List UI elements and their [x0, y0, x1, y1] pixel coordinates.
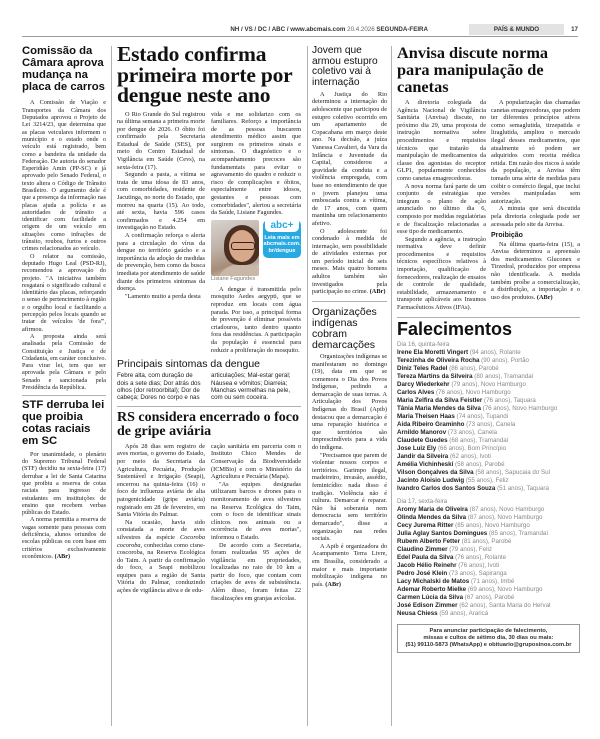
headline-anvisa: Anvisa discute norma para manipulação de canetas: [397, 43, 549, 96]
promo-link-text[interactable]: Leia mais em abcmais.com. br/dengue: [263, 234, 301, 254]
article-jovem: [312, 46, 387, 296]
obituary-entry: [397, 421, 580, 429]
obituary-entry: [397, 578, 580, 586]
obituary-name: Cecy Jurema Ritter: [397, 521, 454, 529]
column-1: [22, 46, 106, 560]
obituary-info: (62 anos), Ivoti: [449, 452, 491, 460]
obituary-name: Irene Ela Moretti Vingert: [397, 348, 469, 356]
obituary-entry: [397, 349, 580, 357]
column-divider: [391, 46, 392, 726]
credit: (ABr): [325, 580, 342, 588]
obituary-name: Jose Luiz Ely: [397, 444, 437, 452]
obituary-info: (76 anos), Ivoti: [458, 561, 500, 569]
obituary-info: (73 anos), Sapiranga: [448, 569, 507, 577]
article-comissao: [22, 46, 106, 391]
paragraph: A proposta ainda será analisada pela Comissão de Constituição e Justiça e de Cidadania, em caráter conclusivo. Para virar lei, tem que ser aprovada pela Câmara e pelo Senado e sancionada pela Presidência da República.: [22, 332, 107, 392]
obituary-name: Darcy Wiederkehr: [397, 380, 450, 388]
obituary-name: José Edison Zimmer: [397, 601, 458, 609]
obituary-name: Vilson Gonçalves da Silva: [397, 468, 474, 476]
headline-dengue: Estado confirma primeira morte por dengue neste ano: [117, 42, 293, 107]
obituary-info: (68 anos), Tramandaí: [449, 436, 509, 444]
symptoms-col2: articulações; Mal-estar geral; Náusea e vômitos; Diarreia; Manchas vermelhas na pele, com ou sem coceira.: [211, 372, 291, 402]
obituary-info: (86 anos), Parobé: [449, 364, 499, 372]
obituary-name: Lacy Michalski de Matos: [397, 577, 470, 585]
obituary-entry: [397, 373, 580, 381]
anvisa-col1: [397, 99, 486, 312]
obituary-name: Ivandro Carlos dos Santos Souza: [397, 484, 496, 492]
obituary-entry: [397, 405, 580, 413]
anvisa-body: [397, 99, 580, 312]
obituary-info: (85 anos), Tramandaí: [488, 529, 549, 537]
species-name: Cocoroba cocoroba: [117, 533, 205, 549]
article-divider: [397, 317, 580, 318]
obituary-entry: [397, 602, 580, 610]
obituary-info: (59 anos), Araricá: [439, 609, 489, 617]
obituary-info: (87 anos), Novo Hamburgo: [467, 513, 543, 521]
obituary-entry: [397, 570, 580, 578]
obituary-entry: [397, 522, 580, 530]
obituary-entry: [397, 365, 580, 373]
obituary-name: Neusa Chiess: [397, 609, 438, 617]
paragraph: A Comissão de Viação e Transportes da Câmara dos Deputados aprovou o Projeto de Lei 3214/23, que determina que as placas veiculares informem o município e o estado onde o veículo está registrado, bem como a bandeira da unidade da Federação. De autoria do senador Esperidião Amin (PP-SC) e já aprovado pelo Senado Federal, o texto altera o Código de Trânsito Brasileiro. O argumento dele é que a presença da informação nas placas ajuda a polícia e as autoridades de trânsito a identificar com facilidade a origem de um veículo em situações como infrações de trânsito, roubos, furtos e outros crimes relacionados ao veículo.: [22, 99, 106, 253]
article-divider: [312, 301, 387, 302]
paragraph: vida e me solidarizo com os familiares. Reforço a importância de as pessoas buscarem atendimento médico assim que surgirem os primeiros sinais e sintomas. O diagnóstico e o acompanhamento precoces são fundamentais para evitar o agravamento do quadro e reduzir o risco de complicações e óbitos, especialmente entre idosos, gestantes e pessoas com comorbidades", alertou a secretária da Saúde, Lisiane Fagundes.: [211, 110, 301, 217]
column-3: [312, 46, 387, 588]
subhead-proibicao: Proibição: [491, 232, 523, 240]
paragraph: A dengue é transmitida pelo mosquito Aedes aegypti, que se reproduz em locais com água parada. Por isso, a principal forma de prevenção é eliminar possíveis criadouros, tanto dentro quanto fora das residências. A participação da população é essencial para reduzir a proliferação do mosquito.: [211, 285, 301, 354]
obituary-info: (71 anos), Imbé: [470, 577, 515, 585]
column-divider: [111, 46, 112, 726]
column-2: [117, 44, 301, 602]
obituary-notice: [397, 624, 580, 653]
obituary-entry: [397, 546, 580, 554]
photo-glasses: [231, 242, 255, 250]
obituary-entry: [397, 413, 580, 421]
obituary-info: (76 anos), Rolante: [455, 553, 507, 561]
obituary-name: Claudete Guedes: [397, 436, 448, 444]
obituary-name: Ademar Roberto Mielke: [397, 585, 467, 593]
obituary-day-label: Dia 16, quinta-feira: [397, 340, 450, 348]
symptoms-box: [117, 359, 301, 402]
obituary-name: Jandir da Silveira: [397, 452, 449, 460]
obituary-info: (58 anos), Parobé: [455, 460, 505, 468]
paragraph-part: Na ocasião, havia sido constatada a morte de aves silvestres da espécie: [117, 518, 205, 541]
credit: (ABr): [369, 288, 386, 296]
obituary-entry: [397, 530, 580, 538]
obituary-info: (76 anos), Taquara: [484, 396, 536, 404]
paragraph: O Rio Grande do Sul registrou na última semana a primeira morte por dengue de 2026. O óbito foi confirmado pela Secretaria Estadual de Saúde (SES), por meio do Centro Estadual de Vigilância em Saúde (Cevs), na sexta-feira (17).: [117, 110, 205, 171]
obituaries-section: [397, 320, 580, 653]
obituary-entry: [397, 357, 580, 365]
issue-date: 20.4.2026: [347, 26, 375, 33]
obituary-info: (73 anos), Canela: [466, 420, 516, 428]
obituary-entry: [397, 469, 580, 477]
obituary-info: (79 anos), Feliz: [449, 545, 492, 553]
obituary-info: (67 anos), Parobé: [464, 593, 515, 601]
article-divider: [22, 395, 106, 396]
paragraph: Organizações indígenas se manifestaram no domingo (19), data em que se comemora o Dia dos Povos Indígenas, pedindo a demarcação de suas terras. A Articulação dos Povos Indígenas do Brasil (Apib) destacou que a demarcação é uma reparação histórica e que territórios são imprescindíveis para a vida do indígena.: [312, 352, 387, 452]
paragraph: De acordo com a Secretaria, foram realizadas 95 ações de vigilância em propriedades, localizadas no raio de 10 km a partir do foco, que contam com criações de aves de subsistência. Além disso, foram feitas 22 fiscalizações em granjas avícolas.: [211, 541, 301, 602]
credit: (ABr): [536, 293, 553, 301]
gripe-col1: [117, 443, 205, 595]
obituary-name: Maria Zelfira da Silva Feistler: [397, 396, 483, 404]
notice-line: Para anunciar participação de falecimento,: [429, 627, 548, 634]
credit: (ABr): [54, 552, 71, 560]
paragraph: O adolescente foi condenado à medida de internação, sem possibilidade de atividades externas por um período inicial de seis meses. Mais quatro homens adultos também são investigados pela participação no crime.: [312, 227, 387, 296]
article-stf: [22, 400, 106, 560]
paragraph: Por unanimidade, o plenário do Supremo Tribunal Federal (STF) decidiu na sexta-feira (17) derrubar a lei de Santa Catarina que proibiu a reserva de cotas raciais para ingresso de estudantes em instituições de ensino que recebem verbas públicas do Estado.: [22, 450, 106, 517]
obituary-info: (58 anos), Sapucaia do Sul: [475, 468, 550, 476]
gripe-body: [117, 443, 301, 602]
paragraph: A Apib é organizadora do Acampamento Terra Livre, em Brasília, considerado a maior e mais importante mobilização indígena no país.: [312, 542, 387, 588]
obituary-name: Jacinto Aloisio Ludwig: [397, 476, 465, 484]
dengue-body: [117, 111, 301, 355]
obituary-name: Maria Theisen Haas: [397, 412, 455, 420]
paragraph: "As equipes designadas utilizaram barcos e drones para o monitoramento de aves silvestres na Reserva Ecológica do Taim, com o foco de identificar sinais clínicos nos animais ou a ocorrência de aves mortas", informou o Estado.: [211, 480, 301, 541]
obituary-entry: [397, 506, 580, 514]
obituary-info: (94 anos), Rolante: [469, 348, 521, 356]
obituary-name: Terezinha de Oliveira Rocha: [397, 356, 480, 364]
obituary-entry: [397, 554, 580, 562]
abc-plus-logo: abc+: [265, 220, 298, 232]
symptoms-col1: Febre alta, com duração de dois a sete dias; Dor atrás dos olhos (dor retroorbital); Dor de cabeça; Dores no corpo e nas: [117, 372, 201, 402]
paragraph: A Justiça do Rio determinou a internação do adolescente que participou de estupro coletivo ocorrido em um apartamento de Copacabana em março deste ano. Na decisão, a juíza Vanessa Cavalieri, da Vara da Infância e Juventude da Capital, considerou a gravidade da conduta e a violência empregada, com base no entendimento de que o jovem planejou uma emboscada contra a vítima, de 17 anos, com quem mantinha um relacionamento afetivo.: [312, 90, 387, 227]
obituary-info: (74 anos), Tupandi: [456, 412, 509, 420]
obituary-info: (76 anos), Novo Hamburgo: [436, 388, 511, 396]
paragraph: A nova norma fará parte de um conjunto de estratégias que integram o plano de ação anunciado no último dia 6, composto por medidas regulatórias e de fiscalização relacionadas a esse tipo de medicamento.: [397, 182, 486, 236]
headline-comissao: Comissão da Câmara aprova mudança na placa de carros: [22, 45, 105, 93]
publication-name: NH / VS / DC / ABC / www.abcmais.com: [230, 26, 346, 33]
obituary-name: Tereza Martins da Silveira: [397, 372, 473, 380]
anvisa-col2: [491, 99, 580, 301]
obituary-entry: [397, 485, 580, 493]
paragraph: "Precisamos que parem de violentar nossos corpos e territórios. Garimpo ilegal, madeireiro, invasão, assédio, feminicídio: nada disso é tradição. Violência não é cultura. Demarcar é reparar. Não há soberania nem democracia sem território demarcado", disse a organização nas redes sociais.: [312, 451, 387, 543]
photo-lisiane-fagundes: [211, 220, 259, 276]
obituary-info: (80 anos), Tramandaí: [474, 372, 534, 380]
obituary-info: (85 anos), Novo Hamburgo: [455, 521, 530, 529]
obituary-info: (62 anos), Santa Maria do Herval: [459, 601, 551, 609]
notice-line: missas e cultos de sétimo dia, 30 dias ou mais:: [423, 634, 554, 641]
obituary-entry: [397, 453, 580, 461]
paragraph: A diretoria colegiada da Agência Nacional de Vigilância Sanitária (Anvisa) discute, no próximo dia 29, uma proposta de instrução normativa sobre procedimentos e requisitos técnicos que tratarão da manipulação de medicamentos da classe dos agonistas do receptor GLP1, popularmente conhecidos como canetas emagrecedoras.: [397, 99, 486, 182]
photo-figure: [219, 264, 259, 276]
obituary-info: (55 anos), Feliz: [465, 476, 509, 484]
page-number: 17: [571, 26, 578, 33]
article-body: [22, 451, 106, 560]
obituary-entry: [397, 514, 580, 522]
obituary-entry: [397, 594, 580, 602]
obituary-name: Jacob Hélio Reinehr: [397, 561, 457, 569]
abc-promo-box[interactable]: [263, 220, 301, 258]
symptoms-title: Principais sintomas da dengue: [117, 358, 261, 371]
paragraph: O relator na comissão, deputado Hugo Leal (PSD-RJ), recomendou a aprovação do projeto. "A iniciativa também resgatará o significado cultural e identitário das placas, reforçando o senso de pertencimento à região e o orgulho local e facilitando a percepção pelos locais quando se tratar de veículos 'de fora'", afirmou.: [22, 252, 107, 333]
obituary-name: Amélia Vichinheski: [397, 460, 454, 468]
obituary-info: (69 anos), Novo Hamburgo: [467, 585, 543, 593]
column-divider: [307, 46, 308, 726]
article-divider: [117, 406, 301, 407]
obituary-name: Diniz Teles Radel: [397, 364, 448, 372]
section-label: PAÍS & MUNDO: [469, 24, 564, 35]
photo-block: [211, 220, 259, 283]
obituary-info: (66 anos), Bom Princípio: [437, 444, 507, 452]
publication-line: [230, 26, 428, 33]
obituary-name: Edel Paula da Silva: [397, 553, 454, 561]
obituary-info: (81 anos), Parobé: [461, 537, 512, 545]
paragraph: A popularização das chamadas canetas emagrecedoras, que podem ter diferentes princípios ativos como semaglutida, tirzepatida e liraglutida, ampliou o mercado ilegal desses medicamentos, que atualmente só podem ser adquiridos com receita médica retida. Em razão dos riscos à saúde da população, a Anvisa têm tomado uma série de medidas para coibir o comércio ilegal, que inclui versões manipuladas sem autorização.: [491, 99, 580, 205]
obituary-info: (76 anos), Novo Hamburgo: [482, 404, 558, 412]
article-body: [22, 99, 106, 391]
paragraph: Segundo a pasta, a vítima se trata de uma idosa de 83 anos, com comorbidades, residente de Jacutinga, no norte do Estado, que morreu na quarta (15). Ao todo, até sexta, havia 596 casos confirmados e 4.254 em investigação no Estado.: [117, 171, 205, 232]
obituary-name: Carmen Lúcia da Silva: [397, 593, 464, 601]
obituary-entry: [397, 437, 580, 445]
obituary-entry: [397, 477, 580, 485]
article-body: [312, 353, 387, 588]
obituaries-list: [397, 341, 580, 618]
obituary-info: (51 anos), Taquara: [497, 484, 549, 492]
obituary-entry: [397, 389, 580, 397]
obituary-name: Aromy Maria de Oliveira: [397, 505, 468, 513]
dengue-media: [211, 220, 301, 283]
obituary-info: (73 anos), Canela: [447, 428, 498, 436]
obituary-info: (90 anos), Portão: [481, 356, 529, 364]
headline-gripe: RS considera encerrado o foco de gripe aviária: [117, 409, 299, 440]
obituary-entry: [397, 381, 580, 389]
notice-contact[interactable]: (51) 99110-5873 (WhatsApp) e obituario@gruposinos.com.br: [405, 641, 572, 648]
obituary-entry: [397, 562, 580, 570]
photo-caption: Lisiane Fagundes: [211, 275, 256, 282]
paragraph: Segundo a agência, a instrução normativa deve definir procedimentos e requisitos técnicos específicos relativos à importação, qualificação de fornecedores, realização de ensaios de controle de qualidade, estabilidade, armazenamento e transporte aplicáveis aos Insumos Farmacêuticos Ativos (IFAs).: [397, 235, 486, 312]
obituary-entry: [397, 429, 580, 437]
column-4: [397, 44, 580, 653]
obituary-day-label: Dia 17, sexta-feira: [397, 497, 448, 505]
obituary-entry: [397, 445, 580, 453]
obituaries-title: Falecimentos: [397, 318, 513, 339]
paragraph: cação sanitária em parceria com o Instituto Chico Mendes de Conservação da Biodiversidade (ICMBio) e com o Ministério da Agricultura e Pecuária (Mapa).: [211, 442, 301, 481]
obituary-name: Rubem Alberto Fetter: [397, 537, 461, 545]
paragraph: Na última quarta-feira (15), a Anvisa determinou a apreensão dos medicamentos Gluconex e Tirzedral, produzidos por empresa não identificada. A medida também proíbe a comercialização, a distribuição, a importação e o uso dos produtos.: [491, 240, 580, 301]
obituary-name: Claudino Zimmer: [397, 545, 448, 553]
symptoms-grid: [117, 372, 301, 402]
article-body: [312, 91, 387, 296]
headline-jovem: Jovem que armou estupro coletivo vai à internação: [312, 45, 378, 89]
obituary-name: Julia Aglay Santos Domingues: [397, 529, 488, 537]
gripe-col2: [211, 443, 301, 602]
paragraph: A norma permitia a reserva de vagas somente para pessoas com deficiência, alunos oriundos de escolas públicas ou com base em critérios exclusivamente econômicos.: [22, 516, 106, 560]
paragraph: Após 28 dias sem registro de aves mortas, o governo do Estado, por meio da Secretaria da Agricultura, Pecuária, Produção Sustentável e Irrigação (Seapi), encerrou na quinta-feira (16) o foco de influenza aviária de alta patogenicidade (gripe aviária) registrado em 28 de fevereiro, em Santa Vitória do Palmar.: [117, 442, 205, 519]
dengue-col2: [211, 111, 301, 355]
obituary-entry: [397, 397, 580, 405]
obituary-info: (79 anos), Novo Hamburgo: [451, 380, 526, 388]
paragraph-part: , conhecidas como cisne-coscoroba, na Reserva Ecológica do Taim. A partir da confirmação do foco, a Seapi mobilizou equipes para a região de Santa Vitória do Palmar, conduzindo ações de vigilância ativa e de edu-: [117, 541, 205, 595]
obituary-name: Aida Ribeiro Graminho: [397, 420, 465, 428]
obituary-name: Pedro José Klein: [397, 569, 448, 577]
article-indigenas: [312, 307, 387, 588]
obituary-entry: [397, 461, 580, 469]
obituary-name: Olinda Mendes da Silva: [397, 513, 467, 521]
paragraph: A confirmação reforça o alerta para a circulação do vírus da dengue no território gaúcho e a importância da adoção de medidas de prevenção, bem como da busca imediata por atendimento de saúde diante dos primeiros sintomas da doença.: [117, 232, 205, 293]
obituary-name: Arnildo Manorov: [397, 428, 447, 436]
issue-weekday: SEGUNDA-FEIRA: [376, 26, 428, 33]
obituary-entry: [397, 610, 580, 618]
headline-stf: STF derruba lei que proibia cotas raciais em SC: [22, 399, 105, 447]
headline-indigenas: Organizações indígenas cobram demarcações: [312, 305, 377, 351]
obituary-entry: [397, 586, 580, 594]
obituary-name: Tânia Maria Mendes da Silva: [397, 404, 481, 412]
paragraph: "Lamento muito a perda desta: [125, 292, 201, 300]
obituary-name: Carlos Alves: [397, 388, 435, 396]
obituary-info: (87 anos), Novo Hamburgo: [469, 505, 545, 513]
paragraph: A minuta que será discutida pela diretoria colegiada pode ser acessada pelo site da Anvisa.: [491, 205, 580, 228]
obituary-entry: [397, 538, 580, 546]
dengue-col1: [117, 111, 205, 301]
page-header: [22, 24, 578, 37]
